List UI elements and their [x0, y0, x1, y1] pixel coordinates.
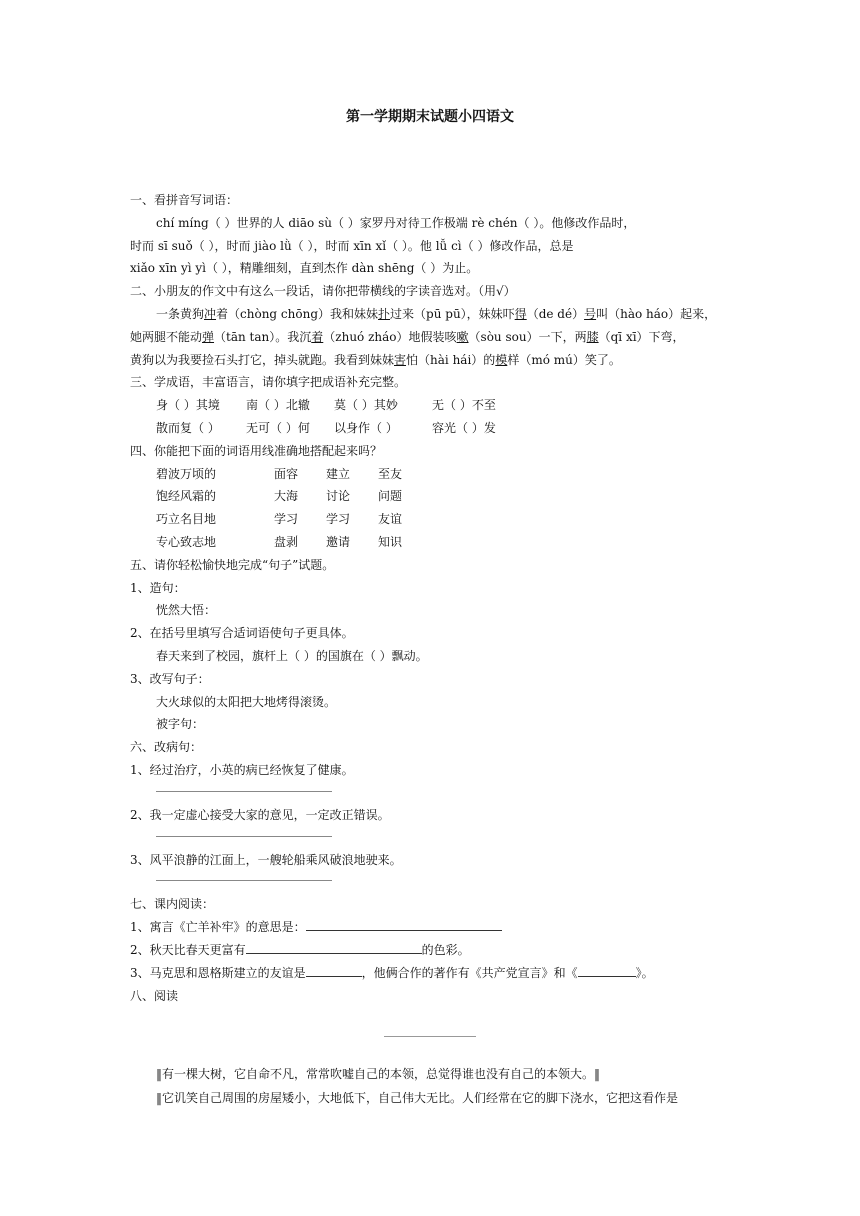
section-7-heading: 七、课内阅读：: [130, 897, 215, 912]
page-title: 第一学期期末试题小四语文: [346, 109, 514, 125]
underlined-char: 得: [514, 306, 527, 321]
text: （zhuó zháo）地假装咳: [323, 329, 457, 344]
section-2-line: [130, 303, 730, 326]
text: 3、马克思和恩格斯建立的友谊是: [130, 965, 306, 980]
text: （tān tan）。我沉: [214, 329, 312, 344]
section-2-line: [130, 326, 730, 349]
idiom-item: 莫（ ）其妙: [334, 398, 398, 413]
text: （qī xī）下弯，: [598, 329, 685, 344]
match-word: 专心致志地: [156, 534, 217, 549]
underlined-char: 膝: [586, 329, 599, 344]
answer-blank[interactable]: [306, 964, 362, 977]
answer-blank[interactable]: [246, 941, 422, 954]
match-word: 邀请: [326, 534, 351, 549]
answer-line[interactable]: [156, 836, 332, 837]
question: 2、在括号里填写合适词语使句子更具体。: [130, 626, 354, 641]
text: 2、秋天比春天更富有: [130, 942, 246, 957]
underlined-char: 号: [584, 306, 597, 321]
match-row: [130, 463, 730, 486]
text: 她两腿不能动: [130, 329, 203, 344]
section-1-line: xiǎo xīn yì yì（ ），精雕细刻，直到杰作 dàn shēng（ ）为止。: [130, 261, 479, 276]
text: （sòu sou）一下，两: [468, 329, 587, 344]
match-word: 盘剥: [274, 534, 299, 549]
match-word: 建立: [326, 466, 351, 481]
match-word: 饱经风霜的: [156, 489, 217, 504]
exam-content: [130, 189, 730, 1007]
text: ，他俩合作的著作有《共产党宣言》和《: [361, 965, 578, 980]
underlined-char: 着: [311, 329, 324, 344]
text: 怕（hài hái）的: [406, 352, 496, 367]
text: 过来（pū pū），妹妹吓: [390, 306, 515, 321]
question: 3、改写句子：: [130, 671, 210, 686]
match-word: 友谊: [378, 512, 403, 527]
section-1-line: 时而 sī suǒ（ ），时而 jiào lǜ（ ），时而 xīn xǐ（ ）。他 lǚ cì（ ）修改作品，总是: [130, 238, 574, 253]
idiom-item: 无可（ ）何: [246, 420, 310, 435]
match-word: 大海: [274, 489, 299, 504]
underlined-char: 害: [394, 352, 407, 367]
text: 一条黄狗: [156, 306, 205, 321]
section-2-line: [130, 349, 730, 372]
section-6-heading: 六、改病句：: [130, 740, 203, 755]
underlined-char: 弹: [202, 329, 215, 344]
match-word: 知识: [378, 534, 403, 549]
underlined-char: 嗽: [456, 329, 469, 344]
divider: [384, 1036, 476, 1037]
text: 黄狗以为我要捡石头打它，掉头就跑。我看到妹妹: [130, 352, 395, 367]
match-word: 碧波万顷的: [156, 466, 217, 481]
text: 》。: [635, 965, 654, 980]
text: 1、寓言《亡羊补牢》的意思是：: [130, 920, 306, 935]
idiom-item: 以身作（ ）: [334, 420, 398, 435]
question: 1、造句：: [130, 580, 186, 595]
match-word: 巧立名目地: [156, 512, 217, 527]
section-8-heading: 八、阅读: [130, 988, 179, 1003]
question: 2、我一定虚心接受大家的意见，一定改正错误。: [130, 807, 390, 822]
text: （de dé）: [526, 306, 585, 321]
question: [130, 939, 730, 962]
match-word: 学习: [326, 512, 351, 527]
passage-line: ‖它讥笑自己周围的房屋矮小，大地低下，自己伟大无比。人们经常在它的脚下浇水，它把这看作是: [156, 1091, 679, 1105]
idiom-item: 南（ ）北辙: [246, 398, 310, 413]
idiom-row: [130, 394, 730, 417]
question-item: 大火球似的太阳把大地烤得滚烫。: [156, 694, 337, 709]
question-item: 春天来到了校园，旗杆上（ ）的国旗在（ ）飘动。: [156, 648, 428, 663]
passage-line: ‖有一棵大树，它自命不凡，常常吹嘘自己的本领，总觉得谁也没有自己的本领大。‖: [156, 1067, 601, 1081]
text: 着（chòng chōng）我和妹妹: [216, 306, 379, 321]
question-item: 被字句：: [156, 717, 205, 732]
text: 的色彩。: [421, 942, 470, 957]
question: [130, 962, 730, 985]
match-word: 至友: [378, 466, 403, 481]
section-4-heading: 四、你能把下面的词语用线准确地搭配起来吗？: [130, 443, 383, 458]
answer-blank[interactable]: [578, 964, 636, 977]
section-2-heading: 二、小朋友的作文中有这么一段话，请你把带横线的字读音选对。（用√）: [130, 284, 516, 299]
question: [130, 916, 730, 939]
section-3-heading: 三、学成语，丰富语言，请你填字把成语补充完整。: [130, 375, 407, 390]
idiom-item: 无（ ）不至: [432, 398, 496, 413]
question: 1、经过治疗，小英的病已经恢复了健康。: [130, 762, 354, 777]
match-row: [130, 531, 730, 554]
question: 3、风平浪静的江面上，一艘轮船乘风破浪地驶来。: [130, 852, 402, 867]
underlined-char: 模: [495, 352, 508, 367]
answer-blank[interactable]: [306, 918, 502, 931]
idiom-item: 容光（ ）发: [432, 420, 496, 435]
answer-line[interactable]: [156, 791, 332, 792]
match-word: 学习: [274, 512, 299, 527]
idiom-item: 身（ ）其境: [156, 398, 220, 413]
section-1-line: chí míng（ ）世界的人 diāo sù（ ）家罗丹对待工作极端 rè chén（ ）。他修改作品时，: [156, 215, 636, 230]
underlined-char: 扑: [378, 306, 391, 321]
reading-passage: [156, 1062, 730, 1110]
underlined-char: 冲: [204, 306, 217, 321]
text: 叫（hào háo）起来，: [596, 306, 717, 321]
match-row: [130, 508, 730, 531]
idiom-row: [130, 417, 730, 440]
question-item: 恍然大悟：: [156, 603, 217, 618]
answer-line[interactable]: [156, 880, 332, 881]
match-word: 问题: [378, 489, 403, 504]
section-5-heading: 五、请你轻松愉快地完成“句子”试题。: [130, 557, 335, 572]
section-1-heading: 一、看拼音写词语：: [130, 193, 239, 207]
idiom-item: 散而复（ ）: [156, 420, 220, 435]
text: 样（mó mú）笑了。: [507, 352, 621, 367]
match-word: 面容: [274, 466, 299, 481]
match-row: [130, 485, 730, 508]
match-word: 讨论: [326, 489, 351, 504]
